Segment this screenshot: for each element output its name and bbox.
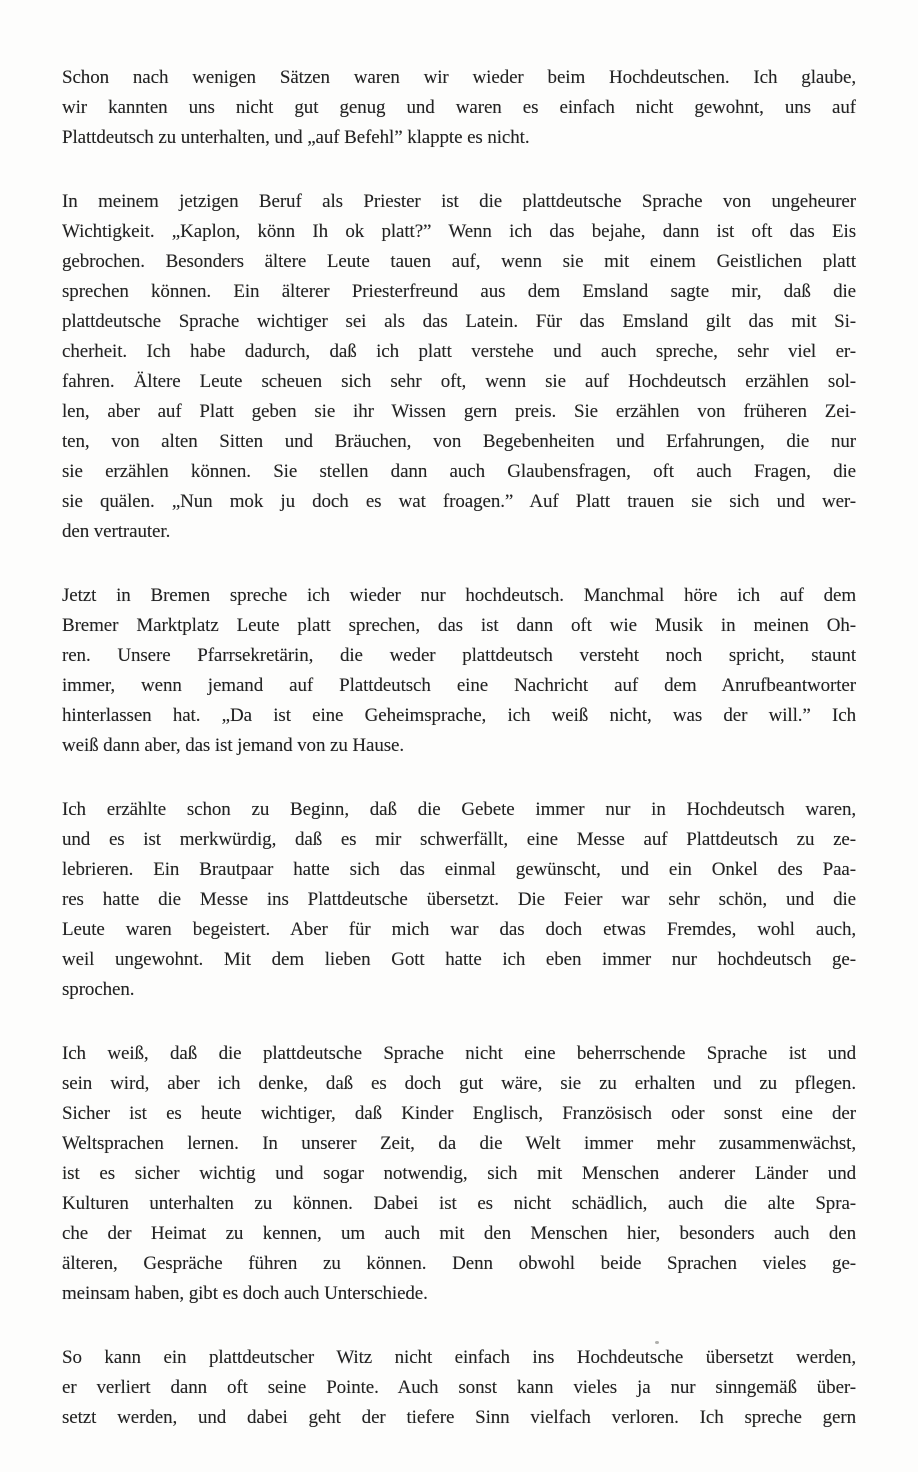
- paragraph: [62, 1039, 856, 1309]
- text-line: plattdeutsche Sprache wichtiger sei als das Latein. Für das Emsland gilt das mit Si-: [62, 311, 856, 332]
- text-line: Weltsprachen lernen. In unserer Zeit, da die Welt immer mehr zusammenwächst,: [62, 1133, 856, 1154]
- text-line: res hatte die Messe ins Plattdeutsche übersetzt. Die Feier war sehr schön, und die: [62, 889, 856, 910]
- text-line: wir kannten uns nicht gut genug und waren es einfach nicht gewohnt, uns auf: [62, 97, 856, 118]
- text-line: che der Heimat zu kennen, um auch mit den Menschen hier, besonders auch den: [62, 1223, 856, 1244]
- text-line: Schon nach wenigen Sätzen waren wir wieder beim Hochdeutschen. Ich glaube,: [62, 67, 856, 88]
- text-line: und es ist merkwürdig, daß es mir schwerfällt, eine Messe auf Plattdeutsch zu ze-: [62, 829, 856, 850]
- text-line: sie erzählen können. Sie stellen dann auch Glaubensfragen, oft auch Fragen, die: [62, 461, 856, 482]
- text-line: weil ungewohnt. Mit dem lieben Gott hatte ich eben immer nur hochdeutsch ge-: [62, 949, 856, 970]
- scan-speck-artifact: [655, 1341, 659, 1344]
- text-line: Jetzt in Bremen spreche ich wieder nur hochdeutsch. Manchmal höre ich auf dem: [62, 585, 856, 606]
- text-line: Plattdeutsch zu unterhalten, und „auf Befehl” klappte es nicht.: [62, 127, 530, 148]
- text-line: ist es sicher wichtig und sogar notwendig, sich mit Menschen anderer Länder und: [62, 1163, 856, 1184]
- text-line: Ich erzählte schon zu Beginn, daß die Gebete immer nur in Hochdeutsch waren,: [62, 799, 856, 820]
- text-line: ten, von alten Sitten und Bräuchen, von Begebenheiten und Erfahrungen, die nur: [62, 431, 856, 452]
- text-line: sie quälen. „Nun mok ju doch es wat froagen.” Auf Platt trauen sie sich und wer-: [62, 491, 856, 512]
- text-line: weiß dann aber, das ist jemand von zu Hause.: [62, 735, 405, 756]
- text-line: gebrochen. Besonders ältere Leute tauen auf, wenn sie mit einem Geistlichen platt: [62, 251, 856, 272]
- text-line: fahren. Ältere Leute scheuen sich sehr oft, wenn sie auf Hochdeutsch erzählen sol-: [62, 371, 856, 392]
- paragraph: [62, 187, 856, 547]
- text-line: Kulturen unterhalten zu können. Dabei ist es nicht schädlich, auch die alte Spra-: [62, 1193, 856, 1214]
- text-line: hinterlassen hat. „Da ist eine Geheimsprache, ich weiß nicht, was der will.” Ich: [62, 705, 856, 726]
- paragraph: [62, 1343, 856, 1433]
- paragraph: [62, 63, 856, 153]
- text-line: sprochen.: [62, 979, 135, 1000]
- text-column: [62, 63, 856, 1433]
- paragraph: [62, 795, 856, 1005]
- text-line: So kann ein plattdeutscher Witz nicht einfach ins Hochdeutsche übersetzt werden,: [62, 1347, 856, 1368]
- text-line: Bremer Marktplatz Leute platt sprechen, das ist dann oft wie Musik in meinen Oh-: [62, 615, 856, 636]
- text-line: ren. Unsere Pfarrsekretärin, die weder plattdeutsch versteht noch spricht, staunt: [62, 645, 856, 666]
- text-line: len, aber auf Platt geben sie ihr Wissen gern preis. Sie erzählen von früheren Zei-: [62, 401, 856, 422]
- text-line: meinsam haben, gibt es doch auch Unterschiede.: [62, 1283, 428, 1304]
- text-line: cherheit. Ich habe dadurch, daß ich platt verstehe und auch spreche, sehr viel er-: [62, 341, 856, 362]
- text-line: lebrieren. Ein Brautpaar hatte sich das einmal gewünscht, und ein Onkel des Paa-: [62, 859, 856, 880]
- text-line: älteren, Gespräche führen zu können. Denn obwohl beide Sprachen vieles ge-: [62, 1253, 856, 1274]
- text-line: sprechen können. Ein älterer Priesterfreund aus dem Emsland sagte mir, daß die: [62, 281, 856, 302]
- text-line: Sicher ist es heute wichtiger, daß Kinder Englisch, Französisch oder sonst eine der: [62, 1103, 856, 1124]
- text-line: Wichtigkeit. „Kaplon, könn Ih ok platt?” Wenn ich das bejahe, dann ist oft das Eis: [62, 221, 856, 242]
- text-line: setzt werden, und dabei geht der tiefere Sinn vielfach verloren. Ich spreche gern: [62, 1407, 856, 1428]
- text-line: den vertrauter.: [62, 521, 171, 542]
- text-line: Ich weiß, daß die plattdeutsche Sprache nicht eine beherrschende Sprache ist und: [62, 1043, 856, 1064]
- paragraph: [62, 581, 856, 761]
- text-line: er verliert dann oft seine Pointe. Auch sonst kann vieles ja nur sinngemäß über-: [62, 1377, 856, 1398]
- text-line: immer, wenn jemand auf Plattdeutsch eine Nachricht auf dem Anrufbeantworter: [62, 675, 856, 696]
- text-line: Leute waren begeistert. Aber für mich war das doch etwas Fremdes, wohl auch,: [62, 919, 856, 940]
- text-line: In meinem jetzigen Beruf als Priester ist die plattdeutsche Sprache von ungeheurer: [62, 191, 856, 212]
- text-line: sein wird, aber ich denke, daß es doch gut wäre, sie zu erhalten und zu pflegen.: [62, 1073, 856, 1094]
